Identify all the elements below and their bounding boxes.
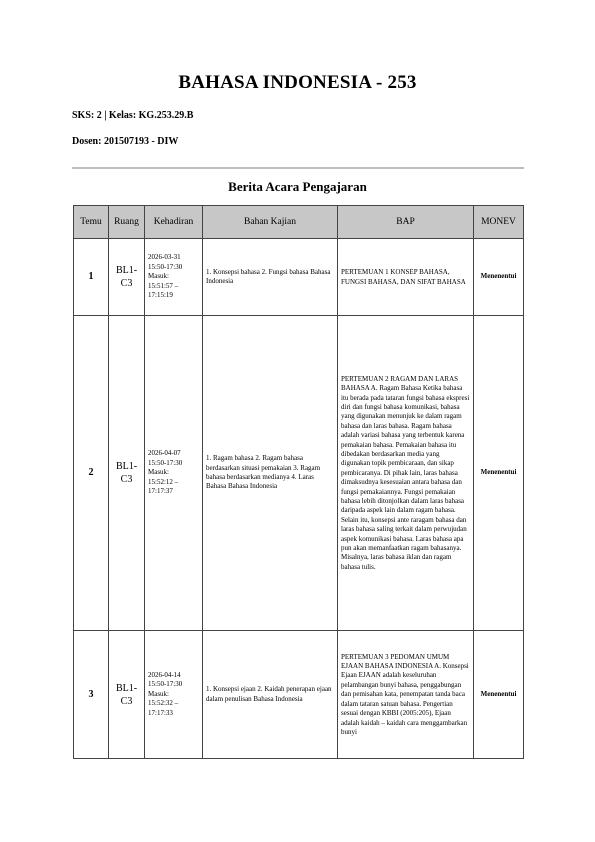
temu-cell: 1 (74, 239, 109, 316)
column-header-temu: Temu (74, 206, 109, 239)
kehadiran-cell (145, 316, 203, 631)
kehadiran-time: 15:50-17:30 (148, 458, 183, 467)
monev-cell: Menenentui (474, 239, 524, 316)
kehadiran-time: 15:50-17:30 (148, 680, 183, 689)
kehadiran-label: Masuk: (148, 272, 169, 281)
ruang-cell: BL1-C3 (109, 316, 145, 631)
bap-cell: PERTEMUAN 2 RAGAM DAN LARAS BAHASA A. Ragam Bahasa Ketika bahasa itu berada pada tataran fungsi bahasa ekspresi diri dan fungsi bahasa komunikasi, bahasa yang digunakan menunjuk ke dalam ragam bahasa dan laras bahasa. Ragam bahasa adalah variasi bahasa yang terbentuk karena pemakaian bahasa. Pemakaian bahasa itu dibedakan berdasarkan media yang digunakan topik pembicaraan, dan sikap pembicaranya. Di pihak lain, laras bahasa dimaksudnya kesesuaian antara bahasa dan fungsi pemakaiannya. Fungsi pemakaian bahasa lebih ditonjolkan dalam laras bahasa daripada aspek lain dalam ragam bahasa. Selain itu, konsepsi ante raragam bahasa dan laras bahasa saling terkait dalam perwujudan aspek komunikasi bahasa. Laras bahasa apa pun akan memanfaatkan ragam bahasanya. Misalnya, laras bahasa iklan dan ragam bahasa tulis. (338, 316, 474, 631)
bahan-kajian-cell: 1. Konsepsi bahasa 2. Fungsi bahasa Bahasa Indonesia (203, 239, 338, 316)
column-header-bahan-kajian: Bahan Kajian (203, 206, 338, 239)
sks-kelas-info: SKS: 2 | Kelas: KG.253.29.B (72, 110, 194, 121)
kehadiran-in: 15:52:12 – (148, 477, 179, 486)
kehadiran-out: 17:17:33 (148, 708, 173, 717)
kehadiran-time: 15:50-17:30 (148, 262, 183, 271)
kehadiran-date: 2026-04-14 (148, 670, 181, 679)
column-header-monev: MONEV (474, 206, 524, 239)
temu-cell: 2 (74, 316, 109, 631)
kehadiran-label: Masuk: (148, 689, 169, 698)
monev-cell: Menenentui (474, 631, 524, 759)
teaching-log-table (73, 205, 524, 759)
monev-cell: Menenentui (474, 316, 524, 631)
kehadiran-in: 15:52:32 – (148, 699, 179, 708)
table-caption: Berita Acara Pengajaran (228, 179, 367, 194)
table-row (74, 316, 524, 631)
kehadiran-cell (145, 239, 203, 316)
table-row (74, 631, 524, 759)
bap-cell: PERTEMUAN 1 KONSEP BAHASA, FUNGSI BAHASA, DAN SIFAT BAHASA (338, 239, 474, 316)
page-title: BAHASA INDONESIA - 253 (178, 72, 417, 93)
table-header-row (74, 206, 524, 239)
column-header-ruang: Ruang (109, 206, 145, 239)
dosen-info: Dosen: 201507193 - DIW (72, 136, 179, 147)
temu-cell: 3 (74, 631, 109, 759)
ruang-cell: BL1-C3 (109, 631, 145, 759)
column-header-bap: BAP (338, 206, 474, 239)
divider (72, 167, 524, 169)
kehadiran-label: Masuk: (148, 468, 169, 477)
column-header-kehadiran: Kehadiran (145, 206, 203, 239)
kehadiran-out: 17:17:37 (148, 487, 173, 496)
bap-cell: PERTEMUAN 3 PEDOMAN UMUM EJAAN BAHASA INDONESIA A. Konsepsi Ejaan EJAAN adalah keseluruhan pelambangan bunyi bahasa, penggabungan dan pemisahan kata, penempatan tanda baca dalam tataran satuan bahasa. Pengertian sesuai dengan KBBI (2005:205), Ejaan adalah kaidah – kaidah cara menggambarkan bunyi (338, 631, 474, 759)
kehadiran-in: 15:51:57 – (148, 281, 179, 290)
kehadiran-out: 17:15:19 (148, 291, 173, 300)
bahan-kajian-cell: 1. Ragam bahasa 2. Ragam bahasa berdasarkan situasi pemakaian 3. Ragam bahasa berdasarkan medianya 4. Laras Bahasa Bahasa Indonesia (203, 316, 338, 631)
ruang-cell: BL1-C3 (109, 239, 145, 316)
kehadiran-date: 2026-04-07 (148, 449, 181, 458)
kehadiran-date: 2026-03-31 (148, 253, 181, 262)
table-row (74, 239, 524, 316)
bahan-kajian-cell: 1. Konsepsi ejaan 2. Kaidah penerapan ejaan dalam penulisan Bahasa Indonesia (203, 631, 338, 759)
kehadiran-cell (145, 631, 203, 759)
